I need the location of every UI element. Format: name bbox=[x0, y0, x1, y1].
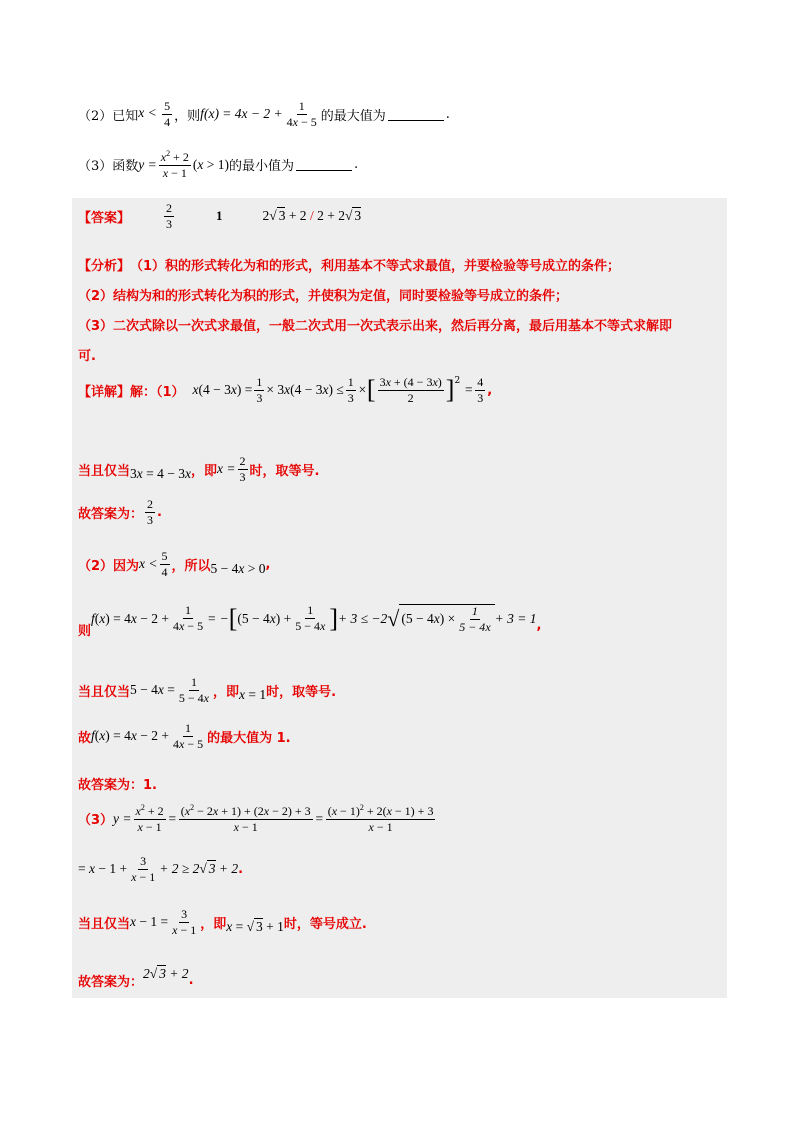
answer-value-1: $\frac{2}{3}$ bbox=[166, 201, 173, 231]
q3-fraction: $\frac{x^2 + 2}{x - 1}$ bbox=[160, 149, 189, 180]
detail-part-2-conclusion: 故 f(x) = 4x − 2 + $\frac{1}{4x - 5}$ 的最大值为 1. bbox=[78, 721, 291, 751]
q2-suffix: 的最大值为 bbox=[320, 108, 386, 124]
q2-fraction: $\frac{1}{4x - 5}$ bbox=[286, 99, 317, 129]
q3-function-math: y = bbox=[138, 156, 157, 172]
detail-1-answer: 故答案为： $\frac{2}{3}$ . bbox=[78, 497, 162, 527]
detail-part-2-chain: 则 f(x) = 4x − 2 + $\frac{1}{4x - 5}$ = − [ (5 − 4x) + $\frac{1}{5 - 4x}$ ] + 3 ≤ −2 √ (5 − 4 x ) × $\frac{1}{5 - 4x}$ + 3 = 1 , bbox=[78, 603, 542, 639]
answer-value-2: 1 bbox=[216, 208, 223, 224]
analysis-text-3b: 可. bbox=[78, 349, 96, 364]
analysis-line-2 bbox=[78, 285, 568, 304]
q2-then: ，则 bbox=[174, 108, 201, 124]
analysis-label: 【分析】 bbox=[78, 259, 131, 274]
detail-part-1: 【详解】解：（1） x(4 − 3x) = $\frac{1}{3}$ × 3x(4 − 3x) ≤ $\frac{1}{3}$ × [ $\frac{3x + (4 - 3x)}{2}$ ] $^2$ = $\frac{4}{3}$ , bbox=[78, 375, 493, 405]
q2-end: . bbox=[445, 106, 450, 122]
answer-label: 【答案】 bbox=[78, 210, 131, 226]
analysis-line-4 bbox=[78, 345, 96, 364]
q3-number: （3） bbox=[78, 159, 113, 175]
detail-part-2-answer: 故答案为：1. bbox=[78, 778, 157, 793]
detail-part-3-result: = x − 1 + $\frac{3}{x - 1}$ + 2 ≥ 2√ 3 + 2 . bbox=[78, 854, 244, 884]
q2-number: （2） bbox=[78, 108, 113, 124]
question-2: （2） 已知 x < $\frac{5}{4}$ ，则 f ( x ) = 4 x − 2 + $\frac{1}{4x - 5}$ 的最大值为 . bbox=[78, 99, 450, 129]
detail-part-3-chain: （3） y = $\frac{x^2 + 2}{x - 1}$ = $\frac{(x^2 - 2x + 1) + (2x - 2) + 3}{x - 1}$ = $\frac{(x - 1)^2 + 2(x - 1) + 3}{x - 1}$ bbox=[78, 803, 434, 834]
detail-label: 【详解】解：（1） bbox=[78, 384, 185, 400]
analysis-text-2: （2）结构为和的形式转化为积的形式，并使积为定值，同时要检验等号成立的条件； bbox=[78, 289, 569, 304]
analysis-line-1 bbox=[78, 255, 620, 274]
analysis-text-3a: （3）二次式除以一次式求最值，一般二次式用一次式表示出来，然后再分离，最后用基本不等式求解即 bbox=[78, 319, 673, 334]
q2-condition-math: x < $\frac{5}{4}$ bbox=[138, 99, 171, 129]
q2-function-math: f bbox=[200, 106, 204, 122]
answer-row bbox=[78, 202, 361, 230]
q3-answer-blank[interactable] bbox=[296, 158, 352, 171]
question-3 bbox=[78, 150, 358, 179]
q3-domain: (x > 1) bbox=[192, 156, 229, 172]
detail-part-3-answer: 故答案为： 2√ 3 + 2 . bbox=[78, 965, 194, 990]
analysis-text-1: （1）积的形式转化为和的形式，利用基本不等式求最值，并要检验等号成立的条件； bbox=[130, 259, 621, 274]
analysis-line-3 bbox=[78, 315, 672, 334]
q2-pre: 已知 bbox=[112, 108, 139, 124]
detail-part-2-cond: （2）因为 x < $\frac{5}{4}$ ，所以 5 − 4x > 0 , bbox=[78, 549, 271, 579]
q3-suffix: 的最小值为 bbox=[229, 159, 295, 175]
detail-part-3-equality: 当且仅当 x − 1 = $\frac{3}{x - 1}$ ，即 x = √ 3 + 1 时，等号成立. bbox=[78, 907, 367, 937]
detail-part-2-equality: 当且仅当 5 − 4x = $\frac{1}{5 - 4x}$ ，即 x = 1 时，取等号. bbox=[78, 675, 337, 705]
answer-value-3: 2√ 3 + 2 / 2 + 2√ 3 bbox=[262, 208, 362, 224]
detail-1-equality: 当且仅当 3x = 4 − 3x ，即 x = $\frac{2}{3}$ 时，取等号. bbox=[78, 454, 320, 484]
detail-1-math: x(4 − 3x) = bbox=[192, 382, 253, 398]
q2-answer-blank[interactable] bbox=[388, 108, 444, 121]
q3-pre: 函数 bbox=[112, 159, 139, 175]
q3-end: . bbox=[354, 157, 359, 173]
